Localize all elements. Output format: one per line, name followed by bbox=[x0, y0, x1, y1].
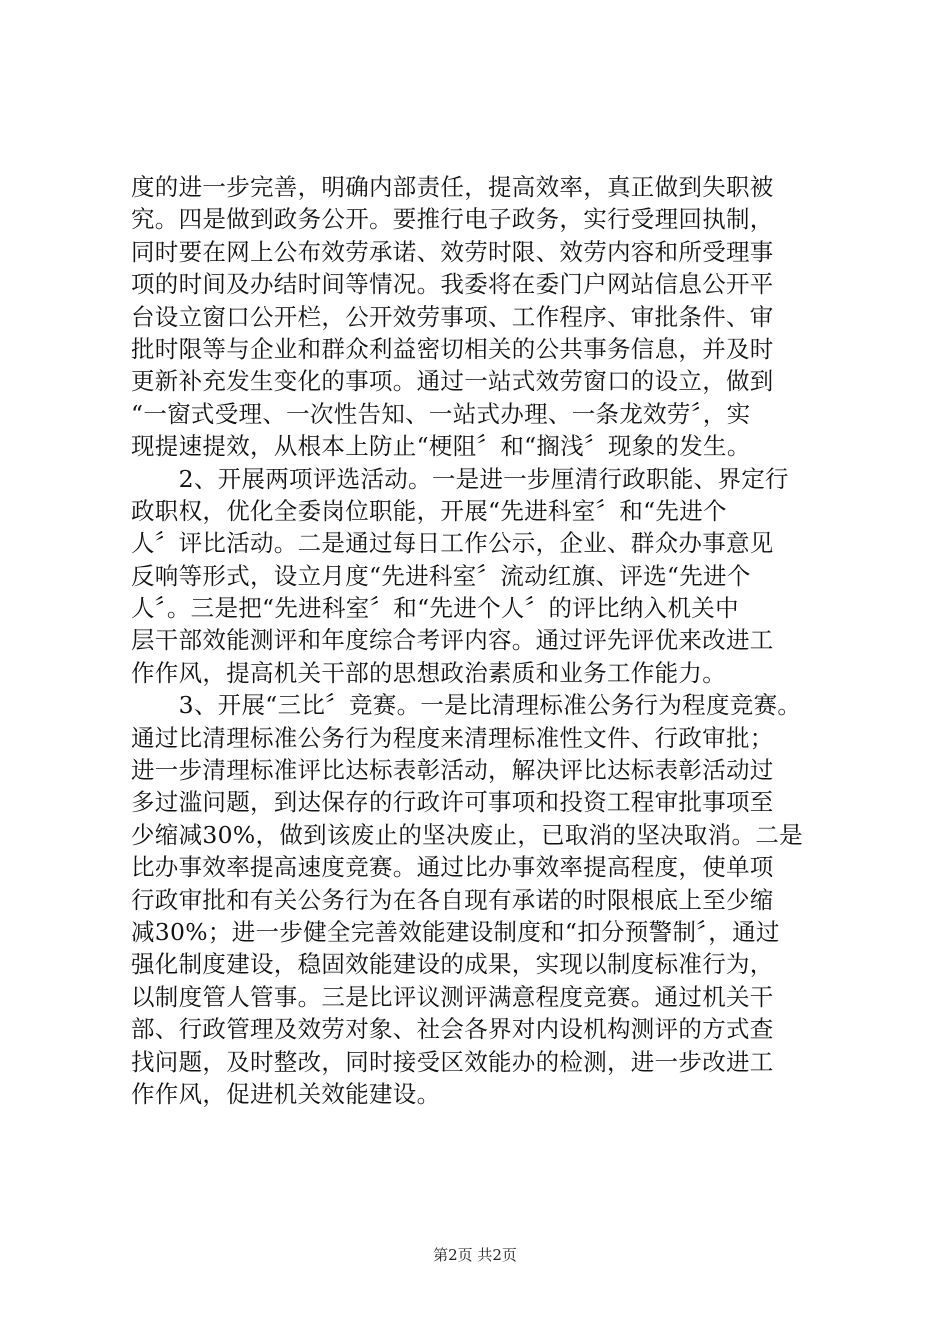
text-line: 作作风，促进机关效能建设。 bbox=[131, 1079, 441, 1108]
text-line: 强化制度建设，稳固效能建设的成果，实现以制度标准行为， bbox=[131, 950, 774, 979]
text-line: 政职权，优化全委岗位职能，开展“先进科室〞和“先进个 bbox=[131, 496, 727, 525]
text-line: 同时要在网上公布效劳承诺、效劳时限、效劳内容和所受理事 bbox=[131, 237, 774, 266]
text-line: 少缩减30%，做到该废止的坚决废止，已取消的坚决取消。二是 bbox=[131, 820, 803, 849]
text-line: 更新补充发生变化的事项。通过一站式效劳窗口的设立，做到 bbox=[131, 367, 774, 396]
text-line: 现提速提效，从根本上防止“梗阻〞和“搁浅〞现象的发生。 bbox=[131, 432, 751, 461]
text-line: 部、行政管理及效劳对象、社会各界对内设机构测评的方式查 bbox=[131, 1015, 774, 1044]
page-footer bbox=[0, 1245, 950, 1265]
text-line: 通过比清理标准公务行为程度来清理标准性文件、行政审批； bbox=[131, 723, 774, 752]
text-line: 以制度管人管事。三是比评议测评满意程度竞赛。通过机关干 bbox=[131, 982, 774, 1011]
text-line: 人〞。三是把“先进科室〞和“先进个人〞的评比纳入机关中 bbox=[131, 594, 739, 623]
text-line: 2、开展两项评选活动。一是进一步厘清行政职能、界定行 bbox=[131, 464, 789, 493]
text-line: “一窗式受理、一次性告知、一站式办理、一条龙效劳〞，实 bbox=[131, 399, 751, 428]
text-line: 项的时间及办结时间等情况。我委将在委门户网站信息公开平 bbox=[131, 270, 774, 299]
text-line: 作作风，提高机关干部的思想政治素质和业务工作能力。 bbox=[131, 658, 726, 687]
text-line: 减30%；进一步健全完善效能建设制度和“扣分预警制〞，通过 bbox=[131, 917, 780, 946]
text-line: 究。四是做到政务公开。要推行电子政务，实行受理回执制， bbox=[131, 205, 774, 234]
text-line: 度的进一步完善，明确内部责任，提高效率，真正做到失职被 bbox=[131, 173, 774, 201]
text-line: 行政审批和有关公务行为在各自现有承诺的时限根底上至少缩 bbox=[131, 885, 774, 914]
text-line: 反响等形式，设立月度“先进科室〞流动红旗、评选“先进个 bbox=[131, 561, 751, 590]
text-line: 多过滥问题，到达保存的行政许可事项和投资工程审批事项至 bbox=[131, 788, 774, 817]
text-line: 层干部效能测评和年度综合考评内容。通过评先评优来改进工 bbox=[131, 626, 774, 655]
document-body bbox=[131, 171, 851, 1110]
text-line: 台设立窗口公开栏，公开效劳事项、工作程序、审批条件、审 bbox=[131, 302, 774, 331]
text-line: 比办事效率提高速度竞赛。通过比办事效率提高程度，使单项 bbox=[131, 853, 774, 882]
text-line: 找问题，及时整改，同时接受区效能办的检测，进一步改进工 bbox=[131, 1047, 774, 1076]
text-line: 批时限等与企业和群众利益密切相关的公共事务信息，并及时 bbox=[131, 334, 774, 363]
text-line: 进一步清理标准评比达标表彰活动，解决评比达标表彰活动过 bbox=[131, 756, 774, 785]
page-number-label: 第2页 共2页 bbox=[433, 1246, 517, 1264]
text-line: 3、开展“三比〞竞赛。一是比清理标准公务行为程度竞赛。 bbox=[131, 691, 802, 720]
text-line: 人〞评比活动。二是通过每日工作公示，企业、群众办事意见 bbox=[131, 529, 774, 558]
